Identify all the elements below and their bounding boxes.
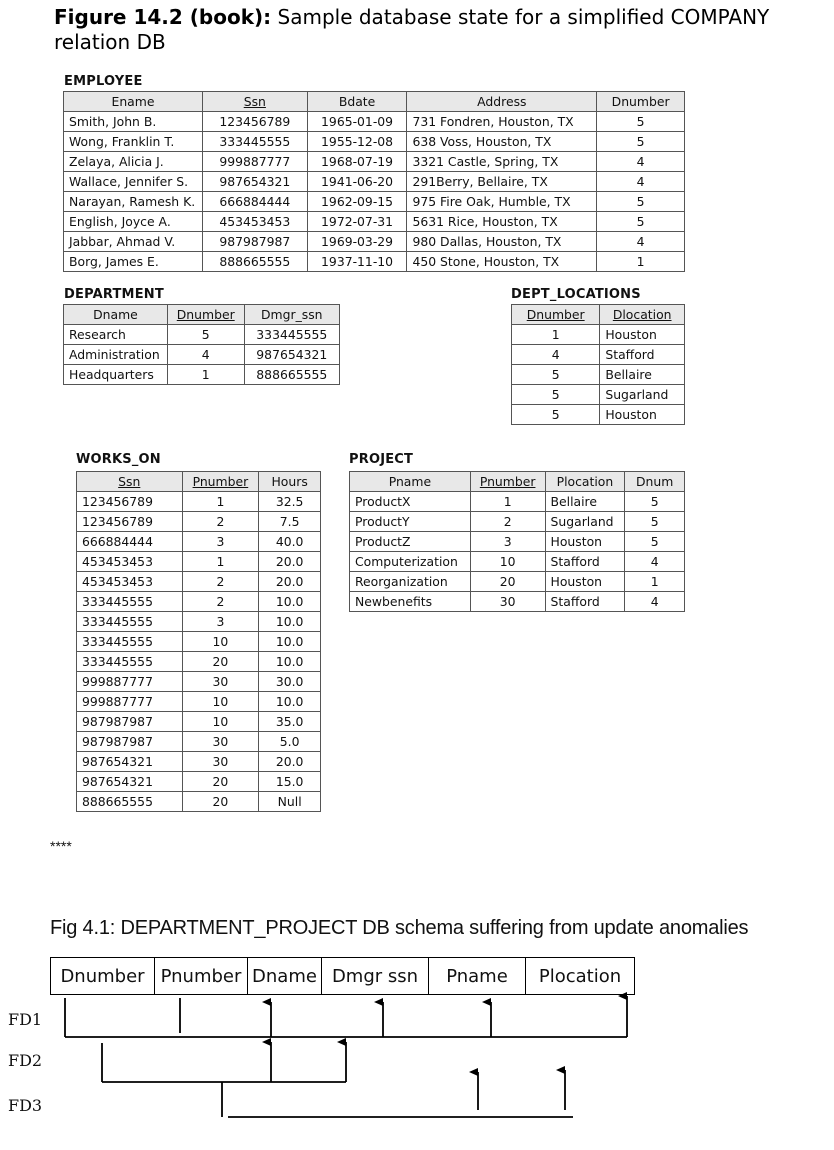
table-row <box>350 512 685 532</box>
dnumber-cell: 4 <box>597 172 685 192</box>
ename-cell: Smith, John B. <box>64 112 203 132</box>
bdate-cell: 1941-06-20 <box>307 172 407 192</box>
ssn-cell: 333445555 <box>77 592 183 612</box>
bdate-cell: 1968-07-19 <box>307 152 407 172</box>
hours-cell: 10.0 <box>259 632 321 652</box>
dnumber-cell: 5 <box>167 325 244 345</box>
ssn-cell: 453453453 <box>202 212 307 232</box>
pnumber-cell: 20 <box>470 572 545 592</box>
dnum-cell: 1 <box>625 572 685 592</box>
fd2-label: FD2 <box>8 1051 43 1070</box>
plocation-cell: Stafford <box>545 592 625 612</box>
pnumber-cell: 30 <box>182 732 259 752</box>
table-row <box>77 752 321 772</box>
project-col-plocation: Plocation <box>545 472 625 492</box>
table-row <box>77 692 321 712</box>
ename-cell: Wallace, Jennifer S. <box>64 172 203 192</box>
hours-cell: 20.0 <box>259 552 321 572</box>
table-row <box>350 552 685 572</box>
pnumber-cell: 2 <box>182 572 259 592</box>
table-row <box>512 385 685 405</box>
ename-cell: Borg, James E. <box>64 252 203 272</box>
pnumber-cell: 2 <box>182 592 259 612</box>
works-on-table <box>76 471 321 812</box>
works-on-col-hours: Hours <box>259 472 321 492</box>
dnum-cell: 5 <box>625 532 685 552</box>
table-row <box>77 592 321 612</box>
table-row <box>64 172 685 192</box>
project-col-dnum: Dnum <box>625 472 685 492</box>
employee-header-row <box>64 92 685 112</box>
section-separator: **** <box>50 838 72 854</box>
dnumber-cell: 5 <box>512 405 600 425</box>
ssn-cell: 999887777 <box>202 152 307 172</box>
ssn-cell: 987654321 <box>77 752 183 772</box>
address-cell: 3321 Castle, Spring, TX <box>407 152 597 172</box>
project-col-pnumber: Pnumber <box>470 472 545 492</box>
pnumber-cell: 1 <box>182 492 259 512</box>
ssn-cell: 888665555 <box>77 792 183 812</box>
ssn-cell: 987987987 <box>77 712 183 732</box>
dlocation-cell: Sugarland <box>600 385 685 405</box>
table-row <box>350 592 685 612</box>
pnumber-cell: 20 <box>182 652 259 672</box>
dnumber-cell: 5 <box>597 132 685 152</box>
table-row <box>64 192 685 212</box>
pname-cell: ProductX <box>350 492 471 512</box>
dnum-cell: 5 <box>625 512 685 532</box>
pnumber-cell: 3 <box>182 612 259 632</box>
pname-cell: Reorganization <box>350 572 471 592</box>
ssn-cell: 453453453 <box>77 552 183 572</box>
table-row <box>77 712 321 732</box>
dnumber-cell: 5 <box>512 385 600 405</box>
department-col-dnumber: Dnumber <box>167 305 244 325</box>
table-row <box>77 612 321 632</box>
department-col-dname: Dname <box>64 305 168 325</box>
table-row <box>77 672 321 692</box>
table-row <box>77 572 321 592</box>
plocation-cell: Houston <box>545 572 625 592</box>
table-row <box>64 132 685 152</box>
pnumber-cell: 1 <box>470 492 545 512</box>
employee-col-dnumber: Dnumber <box>597 92 685 112</box>
pnumber-cell: 20 <box>182 792 259 812</box>
bdate-cell: 1962-09-15 <box>307 192 407 212</box>
pnumber-cell: 20 <box>182 772 259 792</box>
pnumber-cell: 10 <box>182 692 259 712</box>
hours-cell: 5.0 <box>259 732 321 752</box>
address-cell: 638 Voss, Houston, TX <box>407 132 597 152</box>
dnumber-cell: 5 <box>597 212 685 232</box>
pname-cell: Newbenefits <box>350 592 471 612</box>
hours-cell: 10.0 <box>259 652 321 672</box>
dnum-cell: 4 <box>625 552 685 572</box>
address-cell: 731 Fondren, Houston, TX <box>407 112 597 132</box>
pname-cell: Computerization <box>350 552 471 572</box>
table-row <box>512 365 685 385</box>
schema-attr-plocation: Plocation <box>538 965 622 987</box>
schema-figure-title: Fig 4.1: DEPARTMENT_PROJECT DB schema suffering from update anomalies <box>50 917 749 939</box>
ename-cell: English, Joyce A. <box>64 212 203 232</box>
bdate-cell: 1965-01-09 <box>307 112 407 132</box>
pnumber-cell: 30 <box>182 672 259 692</box>
hours-cell: 10.0 <box>259 592 321 612</box>
employee-col-ssn: Ssn <box>202 92 307 112</box>
dnumber-cell: 4 <box>597 152 685 172</box>
works-on-col-ssn: Ssn <box>77 472 183 492</box>
bdate-cell: 1969-03-29 <box>307 232 407 252</box>
table-row <box>512 345 685 365</box>
fd-diagram <box>0 990 834 1125</box>
dnumber-cell: 5 <box>512 365 600 385</box>
employee-col-ename: Ename <box>64 92 203 112</box>
plocation-cell: Sugarland <box>545 512 625 532</box>
dnumber-cell: 4 <box>167 345 244 365</box>
hours-cell: 40.0 <box>259 532 321 552</box>
project-col-pname: Pname <box>350 472 471 492</box>
address-cell: 291Berry, Bellaire, TX <box>407 172 597 192</box>
ssn-cell: 999887777 <box>77 692 183 712</box>
bdate-cell: 1937-11-10 <box>307 252 407 272</box>
ssn-cell: 333445555 <box>77 612 183 632</box>
hours-cell: 32.5 <box>259 492 321 512</box>
ssn-cell: 453453453 <box>77 572 183 592</box>
department-header-row <box>64 305 340 325</box>
fd1-lines <box>65 996 627 1037</box>
table-row <box>77 732 321 752</box>
dname-cell: Administration <box>64 345 168 365</box>
ssn-cell: 987987987 <box>202 232 307 252</box>
ssn-cell: 987654321 <box>77 772 183 792</box>
employee-col-address: Address <box>407 92 597 112</box>
project-table <box>349 471 685 612</box>
schema-attr-dmgr-ssn: Dmgr ssn <box>322 958 429 994</box>
table-row <box>64 345 340 365</box>
ssn-cell: 666884444 <box>77 532 183 552</box>
address-cell: 975 Fire Oak, Humble, TX <box>407 192 597 212</box>
table-row <box>64 152 685 172</box>
table-row <box>77 492 321 512</box>
pnumber-cell: 3 <box>470 532 545 552</box>
pnumber-cell: 10 <box>182 712 259 732</box>
hours-cell: Null <box>259 792 321 812</box>
hours-cell: 20.0 <box>259 572 321 592</box>
table-row <box>64 325 340 345</box>
table-row <box>77 632 321 652</box>
schema-attr-pname: Pname <box>429 958 526 994</box>
ssn-cell: 666884444 <box>202 192 307 212</box>
dnumber-cell: 1 <box>167 365 244 385</box>
project-header-row <box>350 472 685 492</box>
ssn-cell: 333445555 <box>77 632 183 652</box>
table-row <box>64 365 340 385</box>
ssn-cell: 333445555 <box>77 652 183 672</box>
fd3-label: FD3 <box>8 1096 43 1115</box>
table-row <box>77 552 321 572</box>
pnumber-cell: 10 <box>182 632 259 652</box>
works-on-col-pnumber: Pnumber <box>182 472 259 492</box>
ename-cell: Wong, Franklin T. <box>64 132 203 152</box>
hours-cell: 35.0 <box>259 712 321 732</box>
dlocation-cell: Houston <box>600 405 685 425</box>
figure-title <box>54 5 829 55</box>
table-row <box>350 492 685 512</box>
figure-title-text: Sample database state for a simplified COMPANY relation DB <box>54 5 770 54</box>
employee-label: EMPLOYEE <box>64 74 143 89</box>
dept-locations-label: DEPT_LOCATIONS <box>511 287 641 302</box>
department-label: DEPARTMENT <box>64 287 164 302</box>
plocation-cell: Houston <box>545 532 625 552</box>
dept-locations-col-dnumber: Dnumber <box>512 305 600 325</box>
pnumber-cell: 3 <box>182 532 259 552</box>
employee-table <box>63 91 685 272</box>
table-row <box>512 405 685 425</box>
schema-attr-dnumber: Dnumber <box>51 958 155 994</box>
plocation-cell: Stafford <box>545 552 625 572</box>
ssn-cell: 123456789 <box>77 512 183 532</box>
bdate-cell: 1972-07-31 <box>307 212 407 232</box>
dnumber-cell: 5 <box>597 192 685 212</box>
table-row <box>350 572 685 592</box>
pnumber-cell: 30 <box>470 592 545 612</box>
dnum-cell: 4 <box>625 592 685 612</box>
pname-cell: ProductZ <box>350 532 471 552</box>
works-on-header-row <box>77 472 321 492</box>
ssn-cell: 987654321 <box>202 172 307 192</box>
hours-cell: 7.5 <box>259 512 321 532</box>
dnumber-cell: 5 <box>597 112 685 132</box>
dnum-cell: 5 <box>625 492 685 512</box>
ename-cell: Zelaya, Alicia J. <box>64 152 203 172</box>
works-on-label: WORKS_ON <box>76 452 161 467</box>
dept-locations-table <box>511 304 685 425</box>
schema-attr-pnumber: Pnumber <box>155 958 248 994</box>
table-row <box>77 772 321 792</box>
dnumber-cell: 1 <box>512 325 600 345</box>
pnumber-cell: 1 <box>182 552 259 572</box>
dept-locations-col-dlocation: Dlocation <box>600 305 685 325</box>
table-row <box>77 792 321 812</box>
dname-cell: Headquarters <box>64 365 168 385</box>
hours-cell: 30.0 <box>259 672 321 692</box>
ssn-cell: 999887777 <box>77 672 183 692</box>
table-row <box>77 532 321 552</box>
address-cell: 450 Stone, Houston, TX <box>407 252 597 272</box>
dmgr-ssn-cell: 333445555 <box>244 325 339 345</box>
pnumber-cell: 10 <box>470 552 545 572</box>
ename-cell: Narayan, Ramesh K. <box>64 192 203 212</box>
table-row <box>64 232 685 252</box>
bdate-cell: 1955-12-08 <box>307 132 407 152</box>
address-cell: 980 Dallas, Houston, TX <box>407 232 597 252</box>
dmgr-ssn-cell: 888665555 <box>244 365 339 385</box>
dmgr-ssn-cell: 987654321 <box>244 345 339 365</box>
hours-cell: 10.0 <box>259 692 321 712</box>
plocation-cell: Bellaire <box>545 492 625 512</box>
fd3-lines <box>222 1070 573 1117</box>
dlocation-cell: Bellaire <box>600 365 685 385</box>
dname-cell: Research <box>64 325 168 345</box>
project-label: PROJECT <box>349 452 414 467</box>
ssn-cell: 333445555 <box>202 132 307 152</box>
hours-cell: 20.0 <box>259 752 321 772</box>
table-row <box>512 325 685 345</box>
table-row <box>350 532 685 552</box>
employee-col-bdate: Bdate <box>307 92 407 112</box>
table-row <box>77 512 321 532</box>
pname-cell: ProductY <box>350 512 471 532</box>
pnumber-cell: 30 <box>182 752 259 772</box>
dnumber-cell: 4 <box>597 232 685 252</box>
table-row <box>64 212 685 232</box>
fd2-lines <box>102 1042 346 1082</box>
department-table <box>63 304 340 385</box>
dlocation-cell: Houston <box>600 325 685 345</box>
department-col-dmgr-ssn: Dmgr_ssn <box>244 305 339 325</box>
table-row <box>64 252 685 272</box>
table-row <box>77 652 321 672</box>
ename-cell: Jabbar, Ahmad V. <box>64 232 203 252</box>
ssn-cell: 123456789 <box>202 112 307 132</box>
fd1-label: FD1 <box>8 1010 43 1029</box>
dnumber-cell: 1 <box>597 252 685 272</box>
pnumber-cell: 2 <box>470 512 545 532</box>
address-cell: 5631 Rice, Houston, TX <box>407 212 597 232</box>
dept-locations-header-row <box>512 305 685 325</box>
ssn-cell: 888665555 <box>202 252 307 272</box>
hours-cell: 10.0 <box>259 612 321 632</box>
ssn-cell: 123456789 <box>77 492 183 512</box>
schema-attr-dname: Dname <box>248 958 322 994</box>
ssn-cell: 987987987 <box>77 732 183 752</box>
hours-cell: 15.0 <box>259 772 321 792</box>
table-row <box>64 112 685 132</box>
dnumber-cell: 4 <box>512 345 600 365</box>
dlocation-cell: Stafford <box>600 345 685 365</box>
pnumber-cell: 2 <box>182 512 259 532</box>
figure-title-bold: Figure 14.2 (book): <box>54 5 272 29</box>
